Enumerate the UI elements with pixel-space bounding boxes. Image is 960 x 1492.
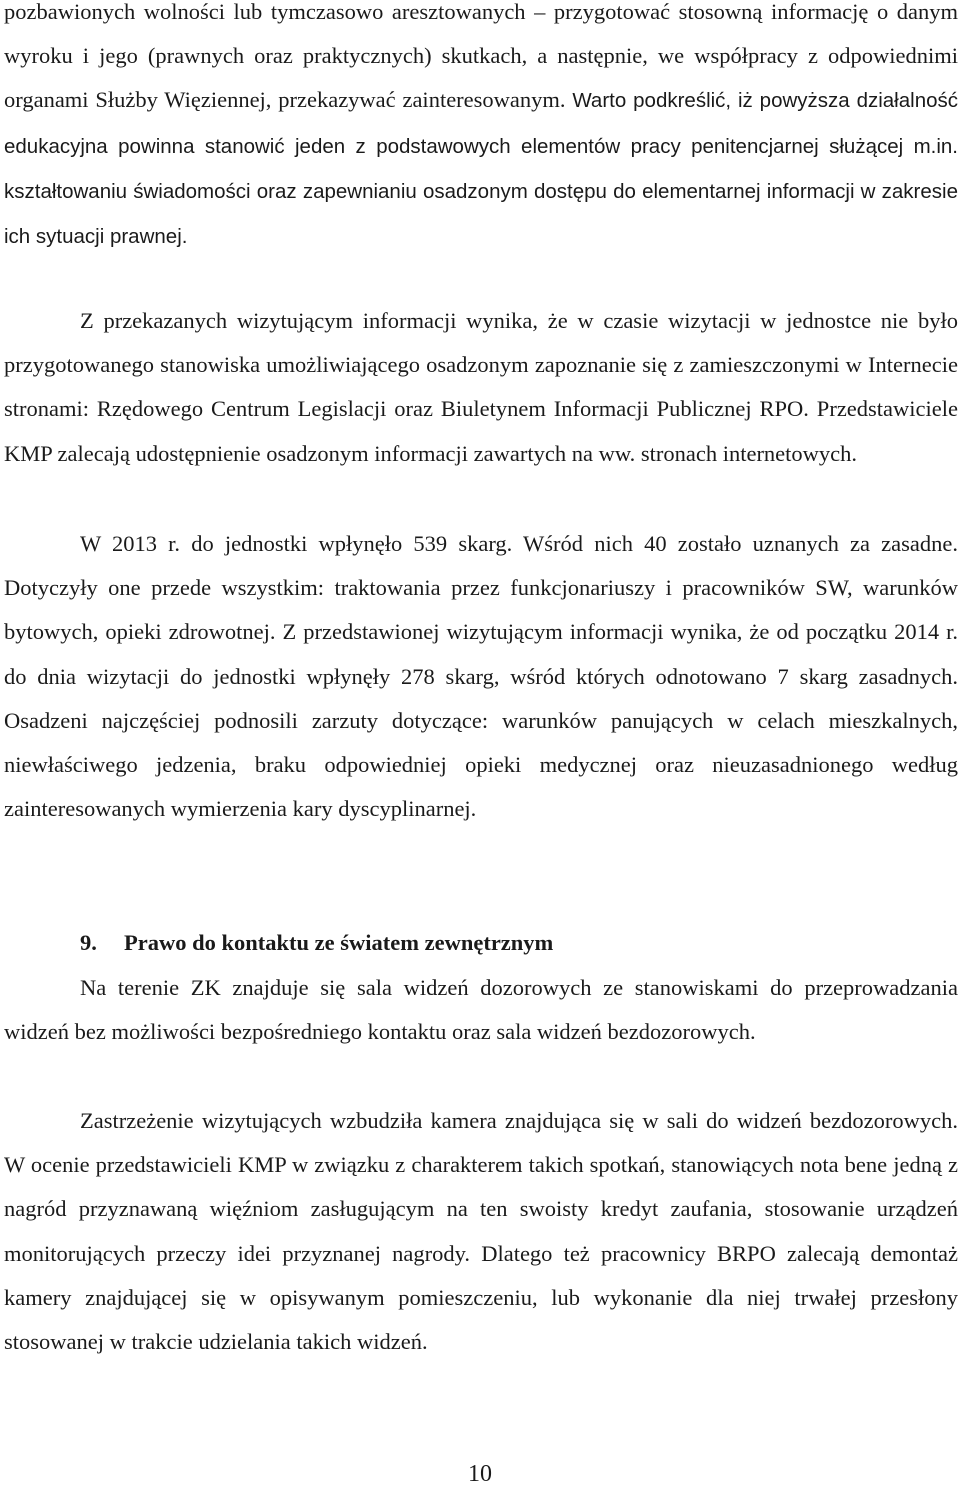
paragraph-internet-access: Z przekazanych wizytującym informacji wynika, że w czasie wizytacji w jednostce nie było przygotowanego stanowiska umożliwiającego osadzonym zapoznanie się z zamieszczonymi w Internecie stronami: Rzędowego Centrum Legislacji oraz Biuletynem Informacji Publicznej RPO. Przedstawiciele KMP zalecają udostępnienie osadzonym informacji zawartych na ww. stronach internetowych. [4, 308, 958, 466]
paragraph-intro [4, 0, 958, 259]
paragraph-intro-text-1: pozbawionych wolności lub tymczasowo aresztowanych – przygotować stosowną informację o danym wyroku i jego (prawnych oraz praktycznych) skutkach, a następnie, we współpracy z odpowiednimi organami Służby Więziennej, przekazywać zainteresowanym. [4, 0, 958, 113]
paragraph-intro-text-2: Warto podkreślić, iż powyższa działalność edukacyjna powinna stanowić jeden z podstawowych elementów pracy penitencjarnej służącej m.in. kształtowaniu świadomości oraz zapewnianiu osadzonym dostępu do elementarnej informacji w zakresie ich sytuacji prawnej. [4, 89, 958, 249]
section-title: Prawo do kontaktu ze światem zewnętrznym [124, 930, 554, 955]
page-number: 10 [468, 1461, 492, 1487]
section-heading [80, 920, 553, 966]
paragraph-visiting-rooms: Na terenie ZK znajduje się sala widzeń dozorowych ze stanowiskami do przeprowadzania widzeń bez możliwości bezpośredniego kontaktu oraz sala widzeń bezdozorowych. [4, 975, 958, 1045]
paragraph-complaints: W 2013 r. do jednostki wpłynęło 539 skarg. Wśród nich 40 zostało uznanych za zasadne. Dotyczyły one przede wszystkim: traktowania przez funkcjonariuszy i pracowników SW, warunków bytowych, opieki zdrowotnej. Z przedstawionej wizytującym informacji wynika, że od początku 2014 r. do dnia wizytacji do jednostki wpłynęły 278 skarg, wśród których odnotowano 7 skarg zasadnych. Osadzeni najczęściej podnosili zarzuty dotyczące: warunków panujących w celach mieszkalnych, niewłaściwego jedzenia, braku odpowiedniej opieki medycznej oraz nieuzasadnionego według zainteresowanych wymierzenia kary dyscyplinarnej. [4, 531, 958, 822]
paragraph-camera: Zastrzeżenie wizytujących wzbudziła kamera znajdująca się w sali do widzeń bezdozorowych. W ocenie przedstawicieli KMP w związku z charakterem takich spotkań, stanowiących nota bene jedną z nagród przyznawaną więźniom zasługującym na ten swoisty kredyt zaufania, stosowanie urządzeń monitorujących przeczy idei przyznanej nagrody. Dlatego też pracownicy BRPO zalecają demontaż kamery znajdującej się w opisywanym pomieszczeniu, lub wykonanie dla niej trwałej przesłony stosowanej w trakcie udzielania takich widzeń. [4, 1108, 958, 1355]
section-number: 9. [80, 930, 97, 955]
